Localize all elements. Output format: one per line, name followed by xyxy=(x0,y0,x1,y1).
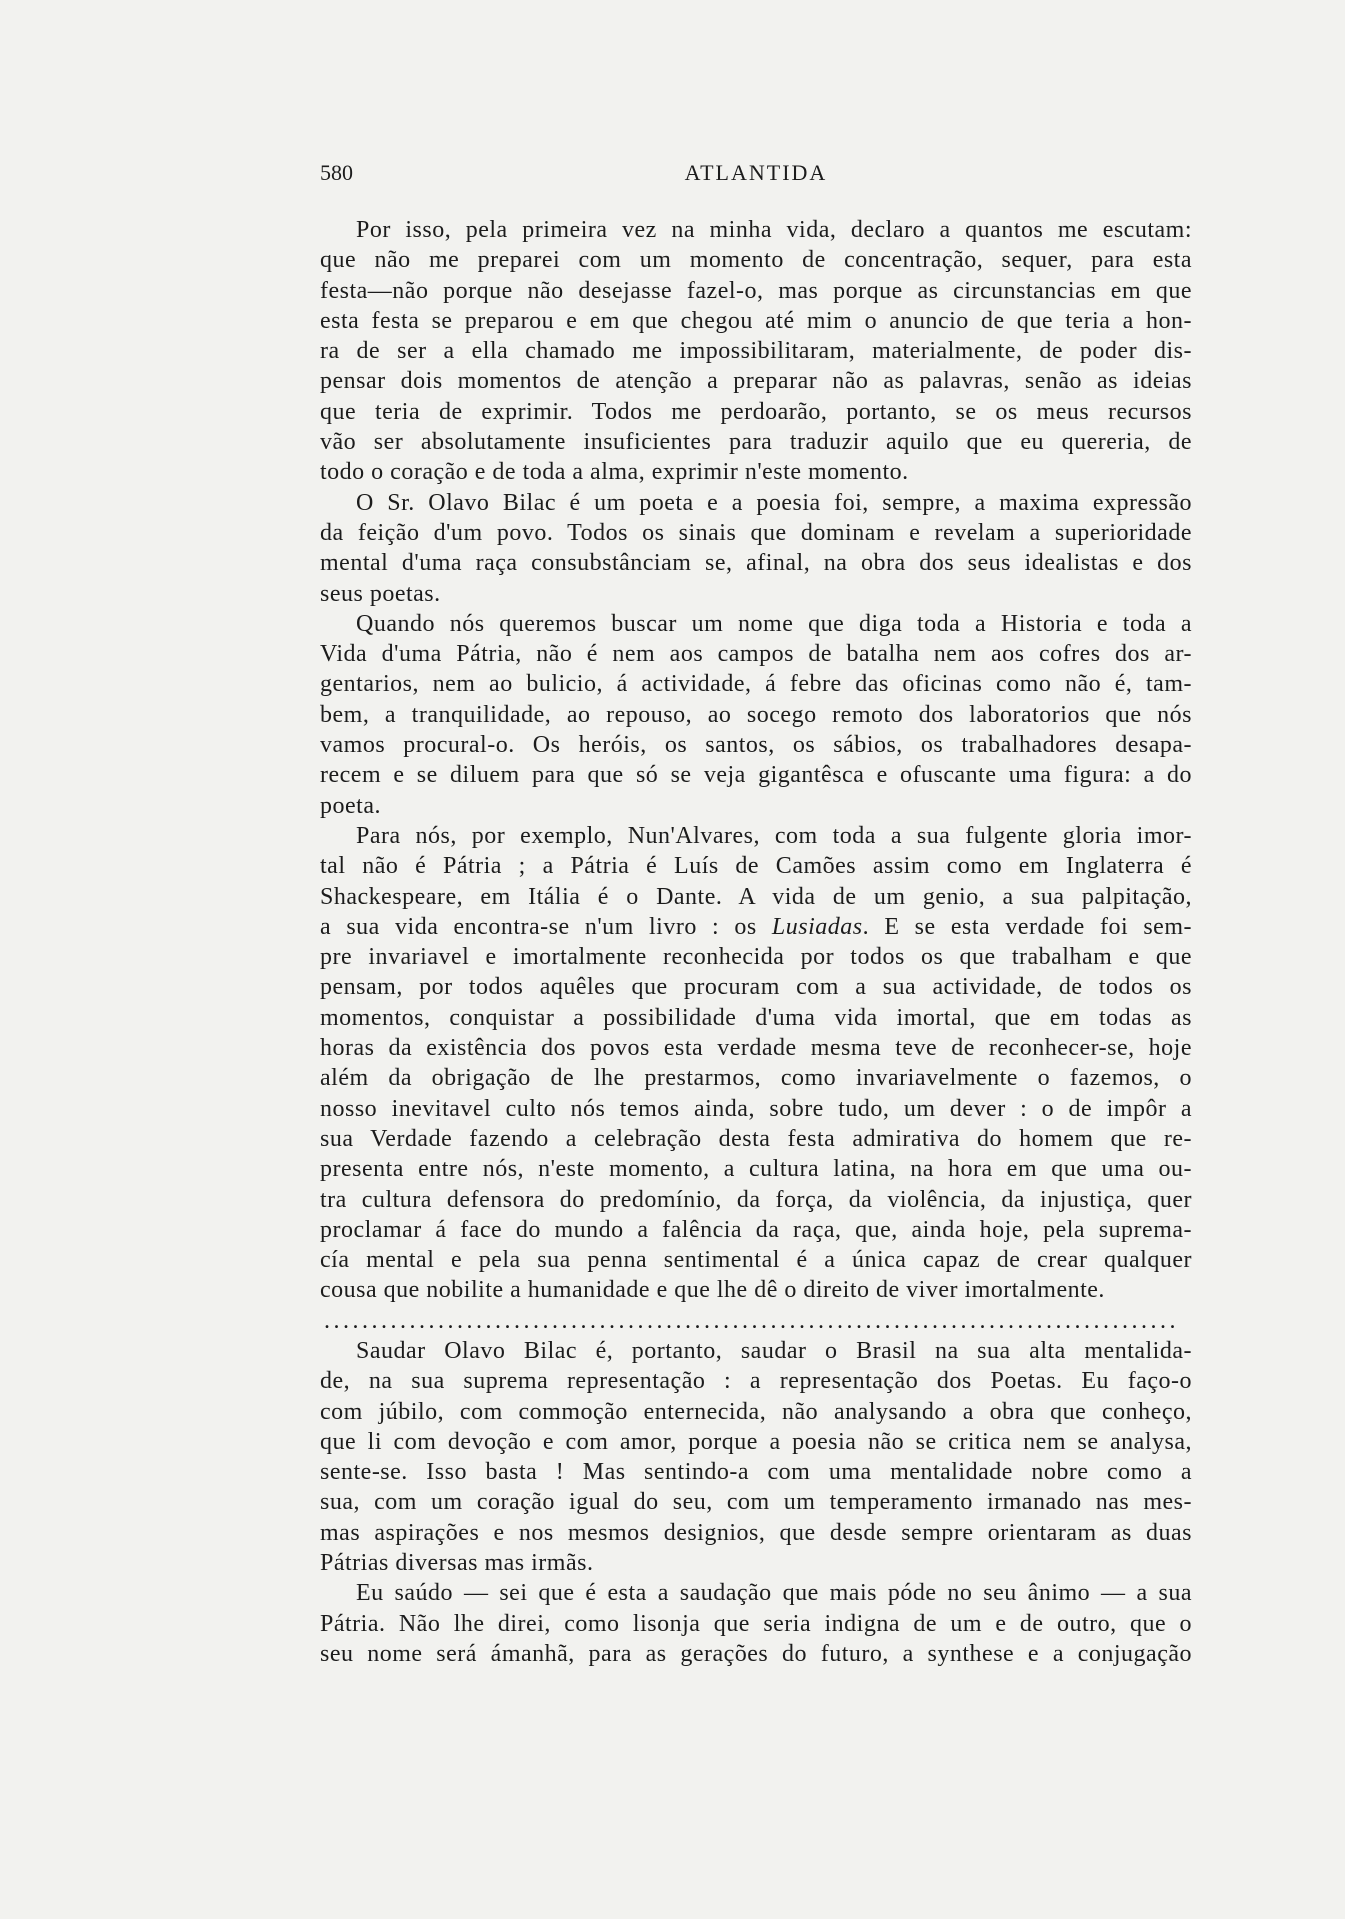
text-line: vão ser absolutamente insuficientes para traduzir aquilo que eu quereria, de xyxy=(320,429,1192,456)
text-line: ra de ser a ella chamado me impossibilitaram, materialmente, de poder dis- xyxy=(320,338,1192,365)
text-line: proclamar á face do mundo a falência da raça, que, ainda hoje, pela suprema- xyxy=(320,1216,1192,1243)
text-line: da feição d'um povo. Todos os sinais que dominam e revelam a superioridade xyxy=(320,519,1192,546)
paragraph xyxy=(320,488,1192,609)
text-line: seus poetas. xyxy=(320,580,441,607)
text-line: Shackespeare, em Itália é o Dante. A vida de um genio, a sua palpitação, xyxy=(320,883,1192,910)
text-line: seu nome será ámanhã, para as gerações do futuro, a synthese e a conjugação xyxy=(320,1640,1192,1667)
paragraph xyxy=(320,821,1192,1306)
text-line: recem e se diluem para que só se veja gigantêsca e ofuscante uma figura: a do xyxy=(320,762,1192,789)
paragraph xyxy=(320,215,1192,488)
text-line: além da obrigação de lhe prestarmos, como invariavelmente o fazemos, o xyxy=(320,1065,1192,1092)
text-line: cousa que nobilite a humanidade e que lhe dê o direito de viver imortalmente. xyxy=(320,1277,1105,1304)
dotted-separator: .......................................................................................... xyxy=(324,1307,1179,1334)
text-line: Vida d'uma Pátria, não é nem aos campos de batalha nem aos cofres dos ar- xyxy=(320,641,1192,668)
text-segment: a sua vida encontra-se n'um livro : os xyxy=(320,913,772,940)
text-line: todo o coração e de toda a alma, exprimir n'este momento. xyxy=(320,459,909,486)
text-line: Saudar Olavo Bilac é, portanto, saudar o Brasil na sua alta mentalida- xyxy=(356,1337,1192,1364)
text-line: esta festa se preparou e em que chegou até mim o anuncio de que teria a hon- xyxy=(320,307,1192,334)
paragraph xyxy=(320,609,1192,821)
page-header xyxy=(320,160,1192,186)
text-line: presenta entre nós, n'este momento, a cultura latina, na hora em que uma ou- xyxy=(320,1156,1192,1183)
text-line: horas da existência dos povos esta verdade mesma teve de reconhecer-se, hoje xyxy=(320,1035,1192,1062)
text-line: com júbilo, com commoção enternecida, não analysando a obra que conheço, xyxy=(320,1398,1192,1425)
text-line: que teria de exprimir. Todos me perdoarão, portanto, se os meus recursos xyxy=(320,398,1192,425)
text-line: poeta. xyxy=(320,792,381,819)
paragraph xyxy=(320,1578,1192,1669)
text-line: Eu saúdo — sei que é esta a saudação que mais póde no seu ânimo — a sua xyxy=(356,1580,1192,1607)
text-line: vamos procural-o. Os heróis, os santos, os sábios, os trabalhadores desapa- xyxy=(320,732,1192,759)
text-line: sua Verdade fazendo a celebração desta festa admirativa do homem que re- xyxy=(320,1125,1192,1152)
running-head: ATLANTIDA xyxy=(684,160,828,185)
paragraph xyxy=(320,1336,1192,1578)
text-segment: . E se esta verdade foi sem- xyxy=(862,913,1192,940)
text-line: Por isso, pela primeira vez na minha vida, declaro a quantos me escutam: xyxy=(356,217,1192,243)
text-line: que li com devoção e com amor, porque a poesia não se critica nem se analysa, xyxy=(320,1428,1192,1455)
text-line: O Sr. Olavo Bilac é um poeta e a poesia foi, sempre, a maxima expressão xyxy=(356,489,1192,516)
text-line: que não me preparei com um momento de concentração, sequer, para esta xyxy=(320,247,1192,274)
text-line: pre invariavel e imortalmente reconhecida por todos os que trabalham e que xyxy=(320,944,1192,971)
italic-title: Lusiadas xyxy=(771,913,863,940)
text-line: festa—não porque não desejasse fazel-o, mas porque as circunstancias em que xyxy=(320,277,1192,304)
text-line: Pátrias diversas mas irmãs. xyxy=(320,1550,594,1577)
text-line: nosso inevitavel culto nós temos ainda, sobre tudo, um dever : o de impôr a xyxy=(320,1095,1192,1122)
text-line: sente-se. Isso basta ! Mas sentindo-a com uma mentalidade nobre como a xyxy=(320,1459,1192,1486)
text-line: sua, com um coração igual do seu, com um temperamento irmanado nas mes- xyxy=(320,1489,1192,1516)
text-line: bem, a tranquilidade, ao repouso, ao socego remoto dos laboratorios que nós xyxy=(320,701,1192,728)
article-body xyxy=(320,215,1192,1669)
page-number: 580 xyxy=(320,160,353,185)
text-line: tra cultura defensora do predomínio, da força, da violência, da injustiça, quer xyxy=(320,1186,1192,1213)
text-line: mas aspirações e nos mesmos designios, que desde sempre orientaram as duas xyxy=(320,1519,1192,1546)
text-line: gentarios, nem ao bulicio, á actividade, á febre das oficinas como não é, tam- xyxy=(320,671,1192,698)
text-line: tal não é Pátria ; a Pátria é Luís de Camões assim como em Inglaterra é xyxy=(320,853,1192,880)
text-line: Para nós, por exemplo, Nun'Alvares, com toda a sua fulgente gloria imor- xyxy=(356,822,1192,849)
text-line: mental d'uma raça consubstânciam se, afinal, na obra dos seus idealistas e dos xyxy=(320,550,1192,577)
text-line xyxy=(320,912,1192,942)
text-line: de, na sua suprema representação : a representação dos Poetas. Eu faço-o xyxy=(320,1368,1192,1395)
text-line: momentos, conquistar a possibilidade d'uma vida imortal, que em todas as xyxy=(320,1004,1192,1031)
text-line: pensar dois momentos de atenção a preparar não as palavras, senão as ideias xyxy=(320,368,1192,395)
text-line: pensam, por todos aquêles que procuram com a sua actividade, de todos os xyxy=(320,974,1192,1001)
text-line: cía mental e pela sua penna sentimental é a única capaz de crear qualquer xyxy=(320,1247,1192,1274)
text-line: Quando nós queremos buscar um nome que diga toda a Historia e toda a xyxy=(356,610,1192,637)
text-line: Pátria. Não lhe direi, como lisonja que seria indigna de um e de outro, que o xyxy=(320,1610,1192,1637)
